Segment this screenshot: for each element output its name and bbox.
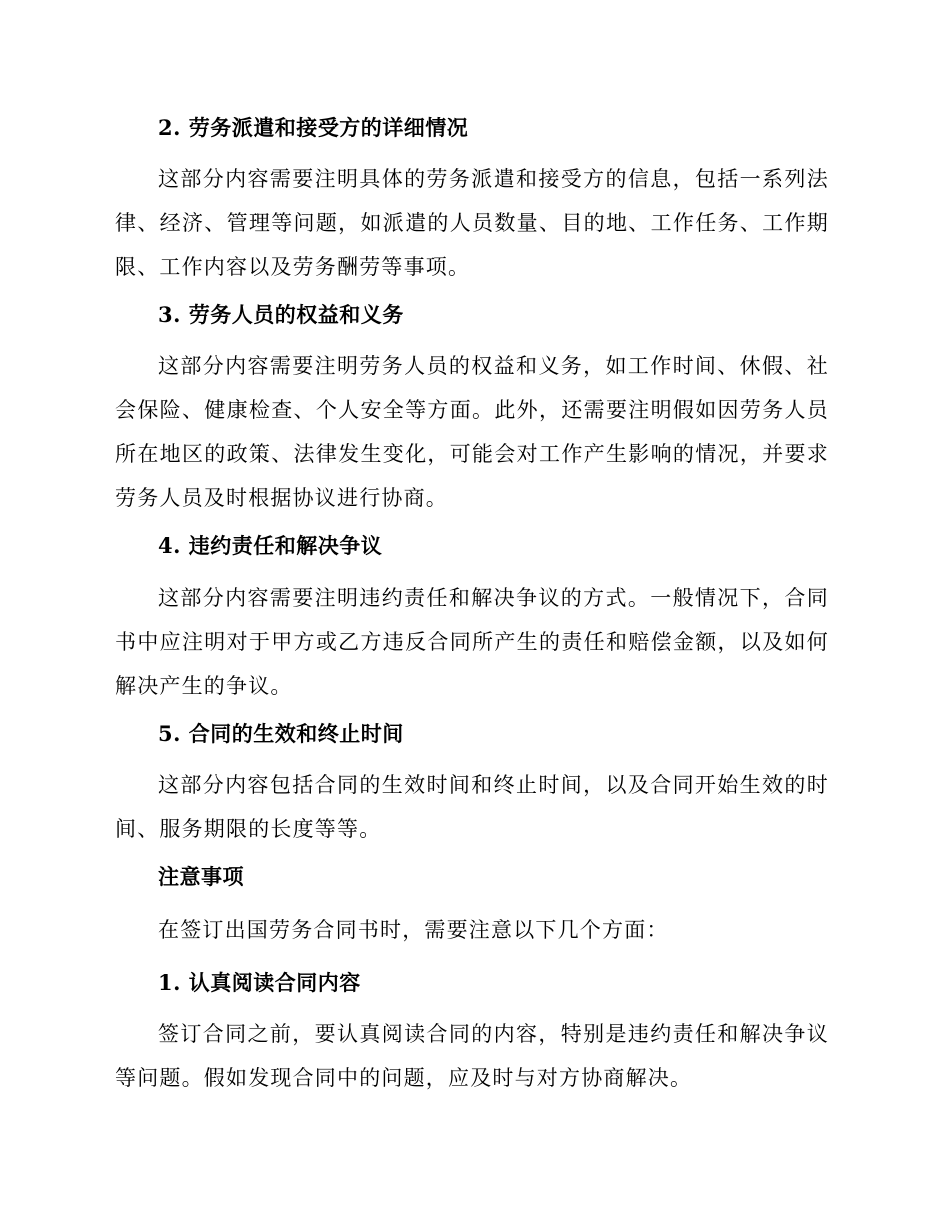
section-3-body: 这部分内容需要注明劳务人员的权益和义务，如工作时间、休假、社会保险、健康检查、个人安全等方面。此外，还需要注明假如因劳务人员所在地区的政策、法律发生变化，可能会对工作产生影响的情况，并要求劳务人员及时根据协议进行协商。 (115, 354, 829, 510)
note-1-body: 签订合同之前，要认真阅读合同的内容，特别是违约责任和解决争议等问题。假如发现合同中的问题，应及时与对方协商解决。 (115, 1022, 829, 1090)
section-3-heading: 3. 劳务人员的权益和义务 (158, 302, 404, 327)
notes-intro: 在签订出国劳务合同书时，需要注意以下几个方面： (158, 918, 669, 942)
section-4-body: 这部分内容需要注明违约责任和解决争议的方式。一般情况下，合同书中应注明对于甲方或乙方违反合同所产生的责任和赔偿金额，以及如何解决产生的争议。 (115, 586, 829, 698)
section-5-body: 这部分内容包括合同的生效时间和终止时间，以及合同开始生效的时间、服务期限的长度等等。 (115, 773, 829, 841)
section-2-heading: 2. 劳务派遣和接受方的详细情况 (158, 115, 469, 140)
section-4-heading: 4. 违约责任和解决争议 (158, 533, 383, 558)
section-5-heading: 5. 合同的生效和终止时间 (158, 721, 404, 746)
note-1-heading: 1. 认真阅读合同内容 (158, 970, 361, 995)
notes-heading: 注意事项 (158, 864, 244, 889)
section-2-body: 这部分内容需要注明具体的劳务派遣和接受方的信息，包括一系列法律、经济、管理等问题，如派遣的人员数量、目的地、工作任务、工作期限、工作内容以及劳务酬劳等事项。 (115, 167, 829, 279)
